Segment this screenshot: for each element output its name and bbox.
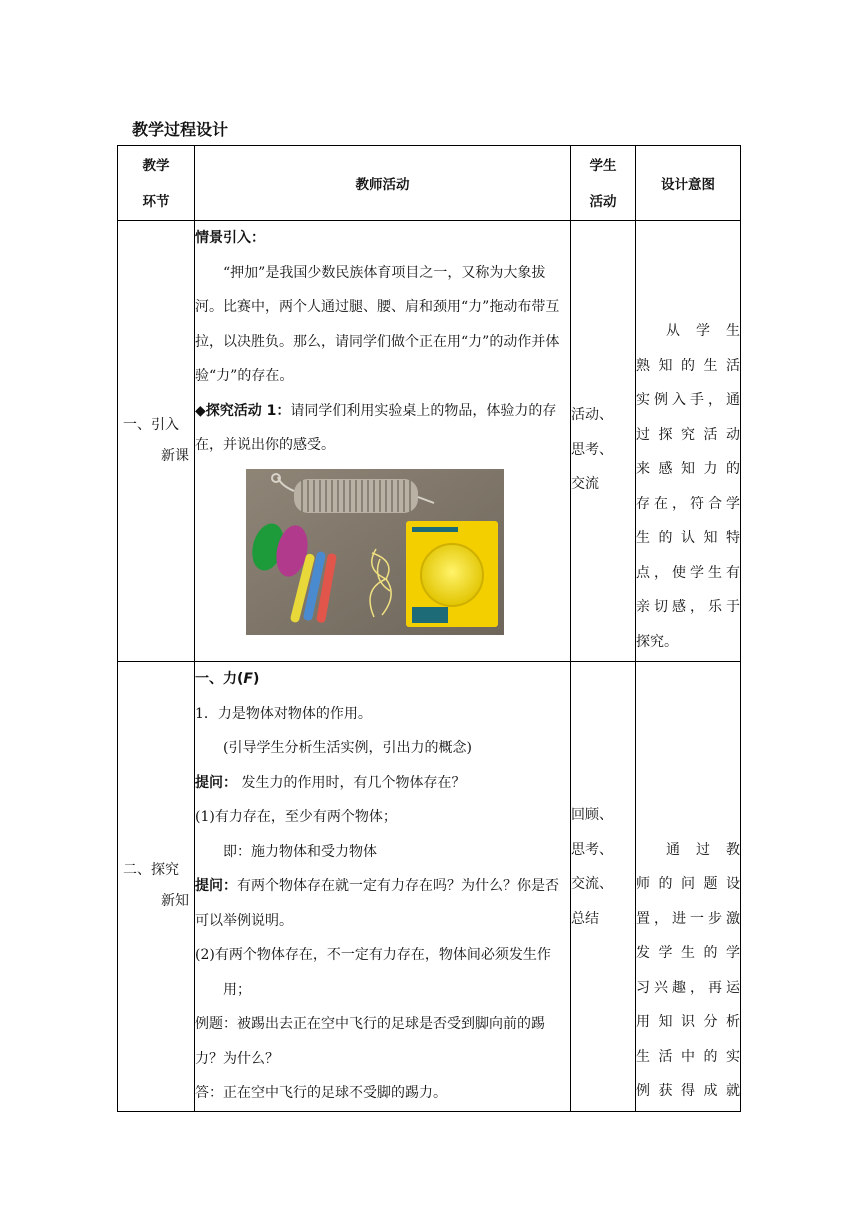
segment-cell [118,221,195,662]
segment-label-1: 一、引入 [123,417,179,433]
header-student [571,146,636,221]
segment-label-1: 二、探究 [123,862,179,879]
intent-line: 过探究活动 [636,426,740,443]
heading-suffix: ) [252,671,260,687]
student-activity-line: 交流、 [571,876,613,892]
intent-line: 实例入手，通 [636,392,740,408]
header-segment-line2: 环节 [142,194,170,210]
table-row [118,662,741,1112]
definition-item: 1．力是物体对物体的作用。 [195,705,372,722]
intro-paragraph: “押加”是我国少数民族体育项目之一，又称为大象拔河。比赛中，两个人通过腿、腰、肩和颈用“力”拖动布带互拉，以决胜负。那么，请同学们做个正在用“力”的动作并体验“力”的存在。 [195,264,560,384]
header-teacher: 教师活动 [195,146,571,221]
lesson-plan-table [117,145,741,1112]
question-label: 提问： [195,774,237,791]
intent-line: 生的认知特 [636,530,740,546]
activity-paragraph [195,394,570,463]
example-answer: 答：正在空中飞行的足球不受脚的踢力。 [195,1085,447,1101]
intent-line: 亲切感，乐于 [636,599,740,615]
heading-prefix: 一、力( [195,671,244,687]
intent-line: 用知识分析 [636,1014,740,1030]
segment-label-2: 新课 [161,448,189,464]
intent-line: 从 学 生 [666,323,740,339]
student-activity-line: 思考、 [571,441,613,458]
student-activity-line: 思考、 [571,841,613,858]
intent-line: 发学生的学 [636,945,740,961]
table-row [118,221,741,662]
section-heading [195,662,570,697]
header-student-line1: 学生 [589,158,617,174]
question-label: 提问： [195,878,237,894]
answer-2: (2)有两个物体存在，不一定有力存在，物体间必须发生作用； [195,947,551,998]
definition-note: (引导学生分析生活实例，引出力的概念) [223,740,472,756]
segment-label-2: 新知 [161,893,189,910]
section-heading: 情景引入： [195,230,265,246]
activity-label: ◆探究活动 1： [195,402,291,419]
student-activity-line: 活动、 [571,407,613,424]
intent-line: 点，使学生有 [636,564,740,581]
intent-line: 熟知的生活 [636,357,740,374]
answer-1: (1)有力存在，至少有两个物体； [195,809,397,825]
student-activity-line: 回顾、 [571,807,613,823]
force-symbol: F [243,671,253,687]
question-text: 有两个物体存在就一定有力存在吗？为什么？你是否可以举例说明。 [195,878,559,929]
table-header-row [118,146,741,221]
header-student-line2: 活动 [589,194,617,210]
teacher-activity-cell [195,221,571,662]
intent-line: 生活中的实 [636,1048,740,1065]
answer-1-note: 即：施力物体和受力物体 [223,843,377,860]
intent-line: 存在，符合学 [636,495,740,512]
header-intent: 设计意图 [636,146,741,221]
header-segment-line1: 教学 [142,158,170,174]
intent-line: 置，进一步激 [636,910,740,927]
question-2 [195,869,570,938]
activity-text: 请同学们利用实验桌上的物品，体验力的存在，并说出你的感受。 [195,402,557,453]
box-icon [406,521,498,627]
teacher-activity-cell [195,662,571,1112]
design-intent-cell [636,221,741,662]
student-activity-cell [571,221,636,662]
design-intent-cell [636,662,741,1112]
page-title: 教学过程设计 [132,120,229,139]
intent-line: 师的问题设 [636,876,740,892]
example-question: 例题：被踢出去正在空中飞行的足球是否受到脚向前的踢力？为什么？ [195,1016,545,1067]
intent-line: 通 过 教 [666,841,740,858]
header-segment [118,146,195,221]
intent-line: 来感知力的 [636,461,740,477]
intent-line: 习兴趣，再运 [636,979,740,996]
experiment-items-photo [246,469,504,635]
question-text: 发生力的作用时，有几个物体存在？ [237,774,466,791]
intent-line: 例获得成就 [636,1083,740,1099]
intent-line: 探究。 [636,633,678,650]
student-activity-line: 总结 [571,910,599,927]
student-activity-line: 交流 [571,476,599,493]
question-1 [195,766,570,801]
student-activity-cell [571,662,636,1112]
segment-cell [118,662,195,1112]
